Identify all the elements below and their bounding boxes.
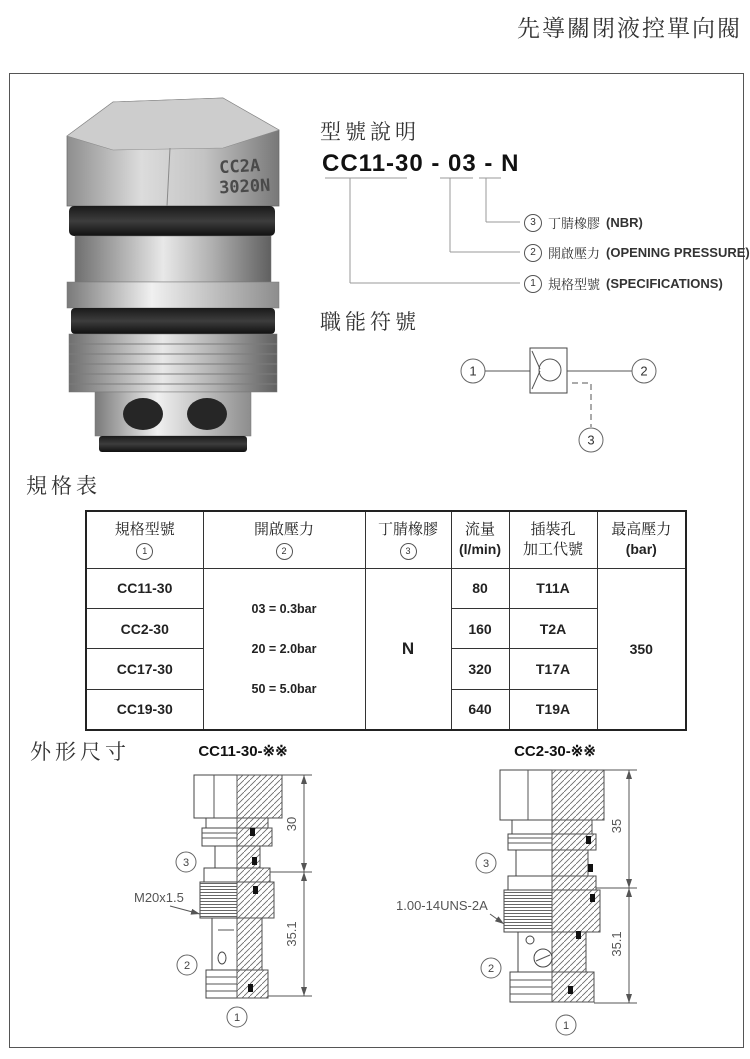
symbol-section-heading: 職能符號 bbox=[320, 311, 420, 334]
callout-2-badge: 2 bbox=[524, 244, 542, 262]
right-thread-label: 1.00-14UNS-2A bbox=[396, 898, 488, 913]
cell-flow-0: 80 bbox=[451, 568, 509, 608]
callout-3-en: (NBR) bbox=[606, 215, 643, 230]
header-seal-badge: 3 bbox=[400, 543, 417, 560]
header-seal: 丁腈橡膠 3 bbox=[365, 511, 451, 568]
callout-specifications bbox=[524, 274, 723, 293]
header-model-badge: 1 bbox=[136, 543, 153, 560]
oring-band-3 bbox=[99, 436, 247, 452]
left-thread-label: M20x1.5 bbox=[134, 890, 184, 905]
cross-hole-left bbox=[123, 398, 163, 430]
product-photo bbox=[55, 88, 290, 455]
cross-hole-right bbox=[187, 398, 227, 430]
cell-cavity-1: T2A bbox=[509, 608, 597, 648]
page-title: 先導關閉液控單向閥 bbox=[517, 15, 742, 41]
callout-3-zh: 丁腈橡膠 bbox=[548, 216, 601, 231]
port-1-label: 1 bbox=[469, 363, 477, 379]
port-3-label: 3 bbox=[587, 432, 595, 448]
cell-cavity-0: T11A bbox=[509, 568, 597, 608]
callout-opening-pressure bbox=[524, 243, 750, 262]
model-section-heading: 型號說明 bbox=[320, 121, 420, 144]
thread-zone bbox=[504, 891, 552, 931]
collar-section bbox=[67, 282, 279, 308]
right-callout-3: 3 bbox=[482, 858, 490, 870]
left-callout-1: 1 bbox=[233, 1012, 241, 1024]
callout-1-zh: 規格型號 bbox=[548, 277, 601, 292]
header-flow: 流量 (l/min) bbox=[451, 511, 509, 568]
oring-band-1 bbox=[69, 206, 275, 236]
pressure-option-2: 50 = 5.0bar bbox=[251, 681, 317, 696]
pressure-option-0: 03 = 0.3bar bbox=[251, 601, 317, 616]
cell-flow-3: 640 bbox=[451, 689, 509, 729]
nose-section bbox=[95, 392, 251, 436]
left-drawing-title: CC11-30-※※ bbox=[198, 743, 288, 760]
cell-flow-1: 160 bbox=[451, 608, 509, 648]
table-row bbox=[86, 568, 686, 608]
stamp-line2: 3020N bbox=[218, 175, 271, 199]
left-callout-2: 2 bbox=[183, 960, 191, 972]
cell-pressure-options bbox=[203, 568, 365, 730]
left-callout-3: 3 bbox=[182, 857, 190, 869]
right-dimension-drawing bbox=[390, 762, 650, 1050]
oring-band-2 bbox=[71, 308, 275, 334]
cell-cavity-3: T19A bbox=[509, 689, 597, 729]
left-dimension-drawing bbox=[130, 762, 320, 1050]
callout-nbr bbox=[524, 213, 643, 232]
pressure-option-1: 20 = 2.0bar bbox=[251, 641, 317, 656]
right-callout-1: 1 bbox=[562, 1020, 570, 1032]
cell-model-2: CC17-30 bbox=[86, 649, 203, 689]
right-callout-2: 2 bbox=[487, 963, 495, 975]
cell-model-3: CC19-30 bbox=[86, 689, 203, 729]
pilot-dashed-line bbox=[572, 383, 591, 427]
header-cavity: 插裝孔 加工代號 bbox=[509, 511, 597, 568]
header-model: 規格型號 1 bbox=[86, 511, 203, 568]
cell-seal: N bbox=[365, 568, 451, 730]
cell-model-0: CC11-30 bbox=[86, 568, 203, 608]
thread-zone bbox=[200, 883, 237, 917]
cell-cavity-2: T17A bbox=[509, 649, 597, 689]
left-dim-top: 30 bbox=[284, 816, 299, 832]
port-2-label: 2 bbox=[640, 363, 648, 379]
left-dim-bottom: 35.1 bbox=[284, 921, 299, 947]
header-pressure-badge: 2 bbox=[276, 543, 293, 560]
cell-model-1: CC2-30 bbox=[86, 608, 203, 648]
callout-1-en: (SPECIFICATIONS) bbox=[606, 276, 723, 291]
neck-section bbox=[75, 236, 271, 282]
right-drawing-title: CC2-30-※※ bbox=[514, 743, 596, 760]
ribbed-section bbox=[69, 334, 277, 392]
right-dim-bottom: 35.1 bbox=[609, 931, 624, 957]
spec-table bbox=[85, 510, 687, 731]
spec-table-heading: 規格表 bbox=[26, 475, 101, 498]
function-symbol-diagram bbox=[440, 335, 670, 460]
cell-flow-2: 320 bbox=[451, 649, 509, 689]
callout-1-badge: 1 bbox=[524, 275, 542, 293]
dimensions-heading: 外形尺寸 bbox=[30, 741, 130, 764]
callout-2-zh: 開啟壓力 bbox=[548, 246, 601, 261]
check-valve-ball bbox=[539, 359, 561, 381]
model-callout-lines bbox=[320, 170, 530, 290]
model-code: CC11-30 - 03 - N bbox=[322, 150, 520, 177]
header-pressure: 開啟壓力 2 bbox=[203, 511, 365, 568]
callout-2-en: (OPENING PRESSURE) bbox=[606, 245, 750, 260]
callout-3-badge: 3 bbox=[524, 214, 542, 232]
cell-max-pressure: 350 bbox=[597, 568, 686, 730]
stamp-line1: CC2A bbox=[218, 155, 261, 179]
header-max-pressure: 最高壓力 (bar) bbox=[597, 511, 686, 568]
right-dim-top: 35 bbox=[609, 818, 624, 834]
spec-table-header-row bbox=[86, 511, 686, 568]
